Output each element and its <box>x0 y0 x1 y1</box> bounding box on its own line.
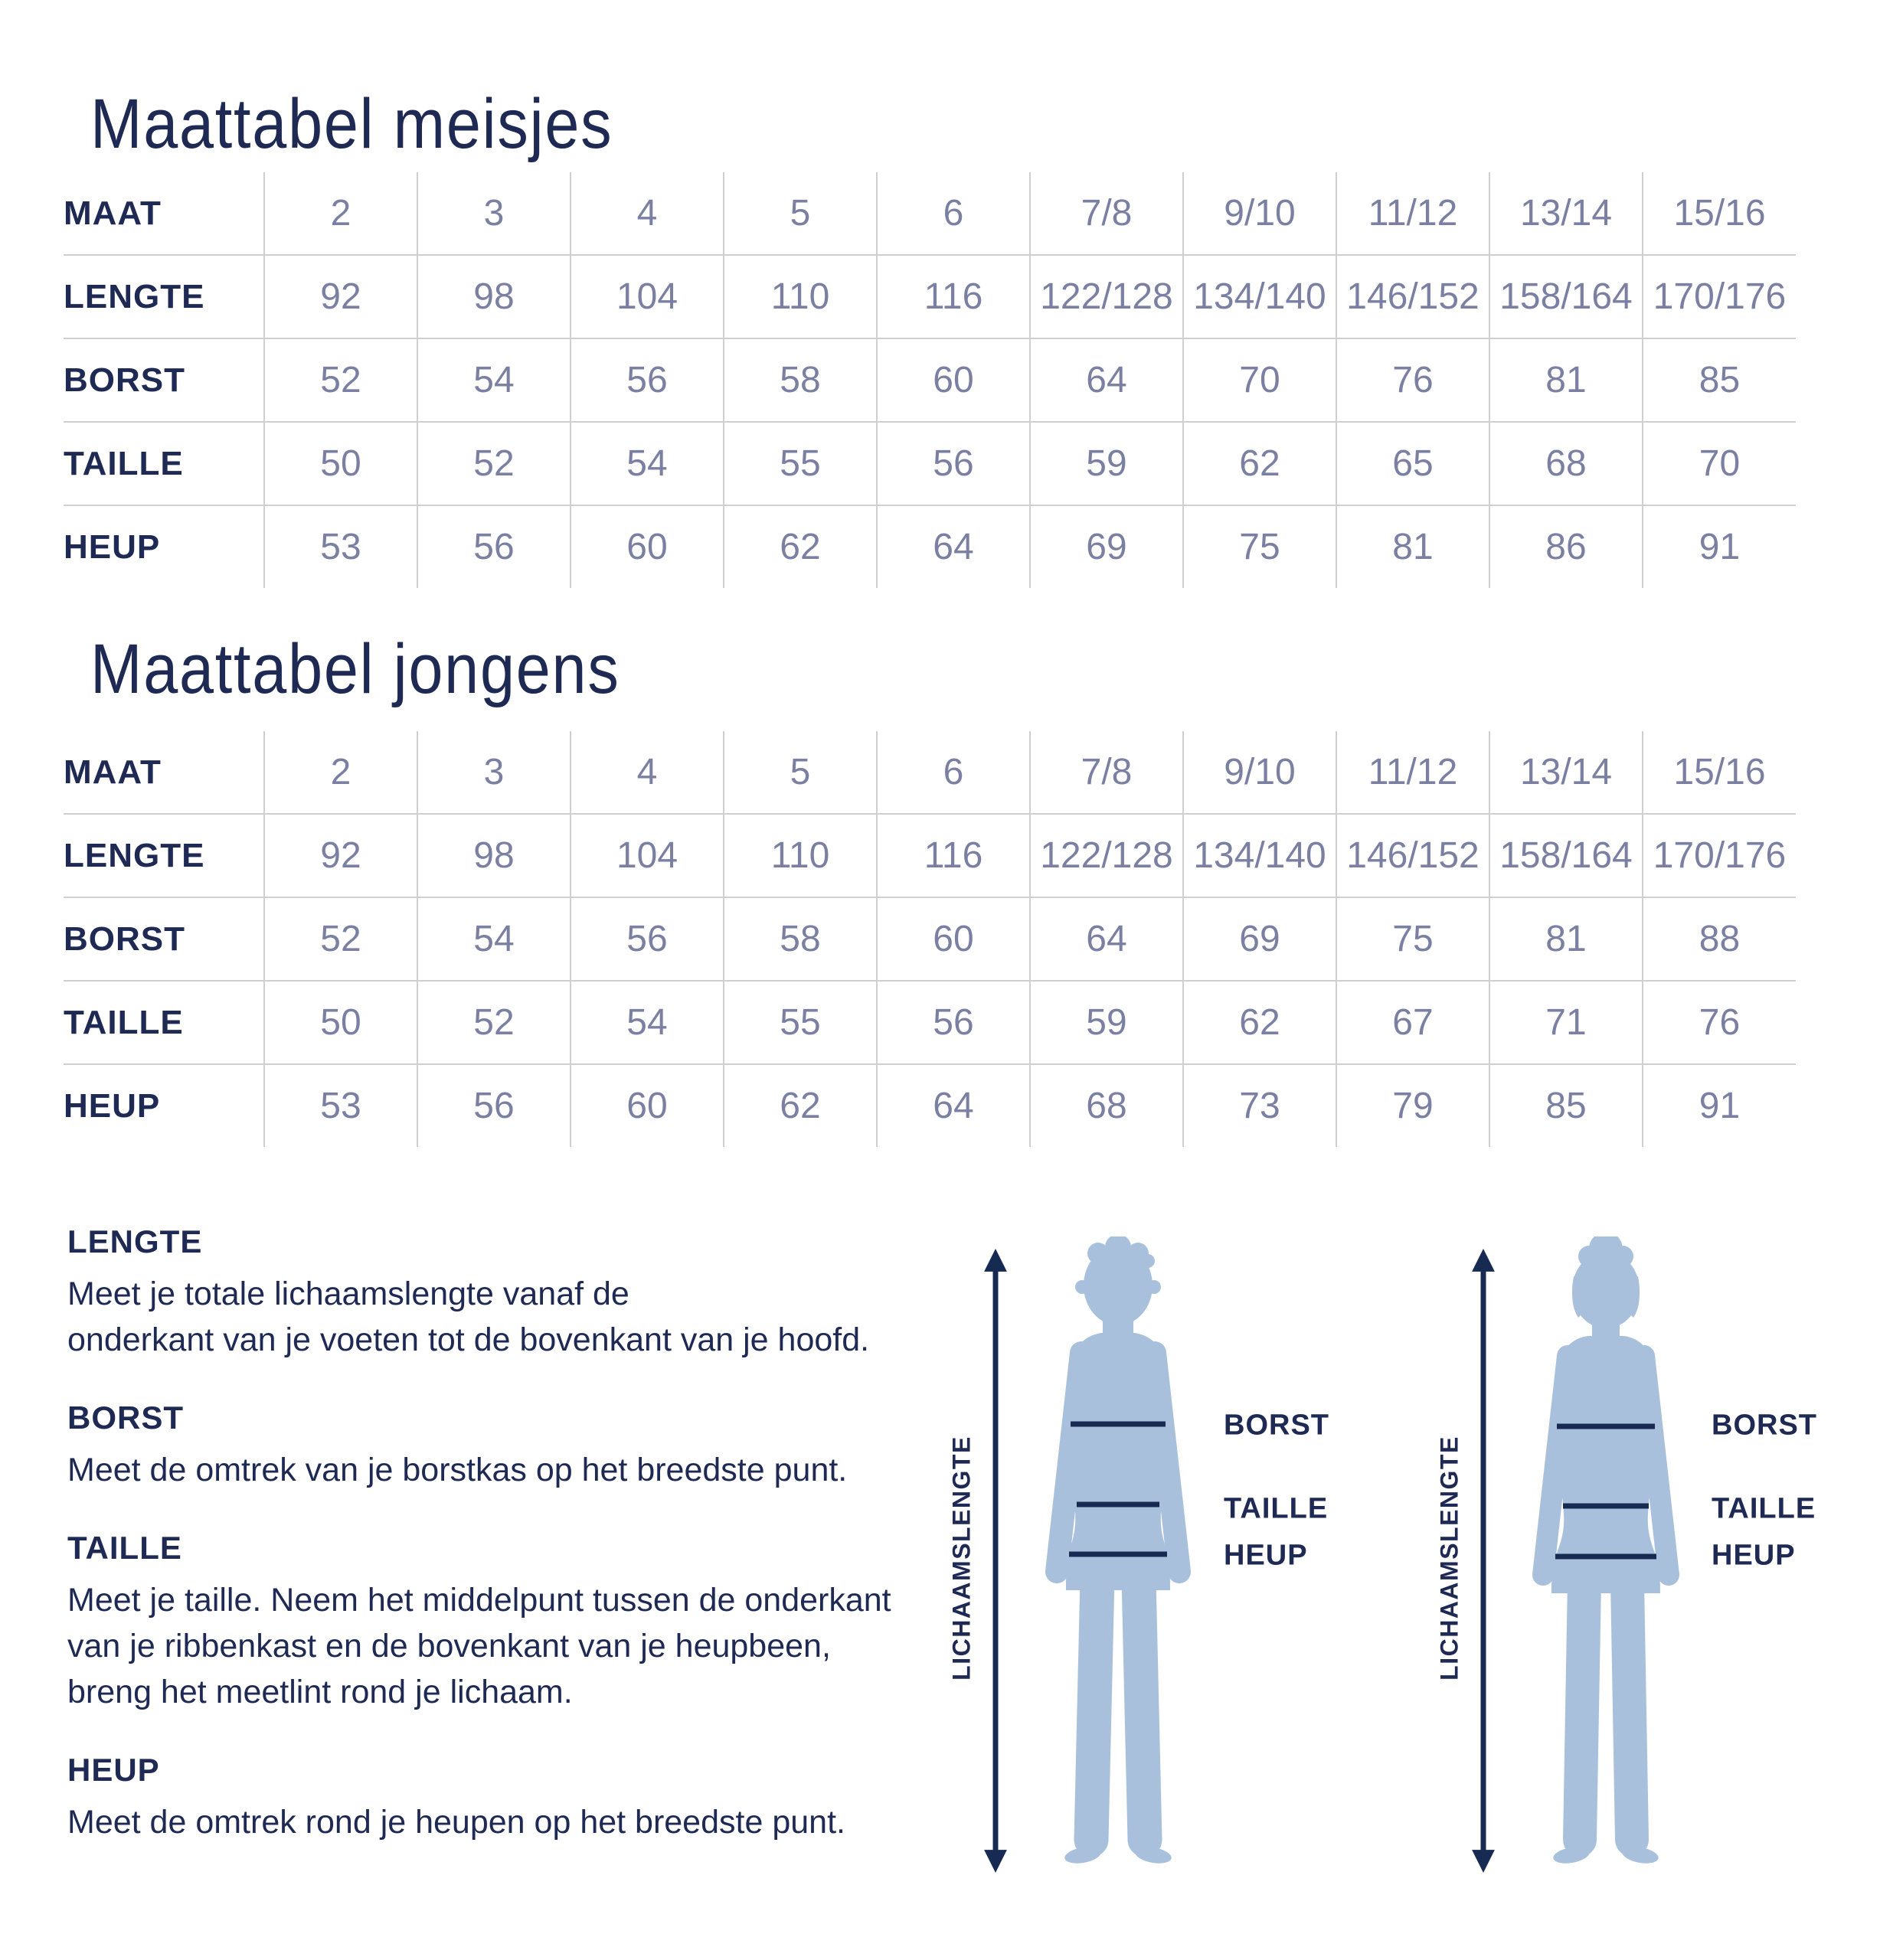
row-label: MAAT <box>64 753 162 791</box>
cell-value: 70 <box>1183 338 1336 422</box>
cell-value: 6 <box>877 731 1030 814</box>
cell-value: 122/128 <box>1030 255 1183 338</box>
cell-value: 11/12 <box>1336 731 1489 814</box>
definition-text-line: Meet je totale lichaamslengte vanaf de <box>67 1276 629 1312</box>
cell-value: 59 <box>1030 422 1183 505</box>
cell-value: 54 <box>571 981 724 1064</box>
cell-value: 56 <box>877 422 1030 505</box>
cell-value: 2 <box>264 731 417 814</box>
taille-label: TAILLE <box>1712 1492 1816 1525</box>
cell-value: 9/10 <box>1183 731 1336 814</box>
cell-value: 104 <box>571 255 724 338</box>
cell-value: 7/8 <box>1030 172 1183 255</box>
cell-value: 56 <box>571 338 724 422</box>
definition-text-line: breng het meetlint rond je lichaam. <box>67 1674 573 1710</box>
cell-value: 53 <box>264 505 417 588</box>
cell-value: 56 <box>571 897 724 981</box>
double-arrow-icon <box>1468 1249 1499 1873</box>
row-label: TAILLE <box>64 422 264 505</box>
cell-value: 170/176 <box>1643 814 1796 897</box>
definition-heup <box>67 1752 963 1845</box>
cell-value: 65 <box>1336 422 1489 505</box>
measurement-definitions <box>67 1223 963 1882</box>
row-label: HEUP <box>64 505 264 588</box>
cell-value: 62 <box>724 505 877 588</box>
cell-value: 116 <box>877 814 1030 897</box>
cell-value: 75 <box>1336 897 1489 981</box>
heup-label: HEUP <box>1224 1539 1308 1572</box>
girl-figure-group <box>1430 1210 1880 1960</box>
cell-value: 60 <box>877 338 1030 422</box>
definition-term: TAILLE <box>67 1530 182 1566</box>
table-row-taille <box>64 981 1796 1064</box>
row-label: TAILLE <box>64 981 264 1064</box>
cell-value: 60 <box>877 897 1030 981</box>
boys-size-table <box>64 731 1796 1147</box>
cell-value: 50 <box>264 981 417 1064</box>
cell-value: 73 <box>1183 1064 1336 1147</box>
definition-term: BORST <box>67 1400 184 1436</box>
cell-value: 58 <box>724 897 877 981</box>
girl-silhouette <box>1509 1236 1702 1872</box>
cell-value: 134/140 <box>1183 814 1336 897</box>
cell-value: 58 <box>724 338 877 422</box>
definition-term: HEUP <box>67 1752 160 1788</box>
cell-value: 170/176 <box>1643 255 1796 338</box>
boy-silhouette <box>1022 1236 1215 1872</box>
row-label: LENGTE <box>64 814 264 897</box>
cell-value: 86 <box>1489 505 1643 588</box>
cell-value: 7/8 <box>1030 731 1183 814</box>
row-label: BORST <box>64 897 264 981</box>
cell-value: 81 <box>1336 505 1489 588</box>
cell-value: 50 <box>264 422 417 505</box>
cell-value: 158/164 <box>1489 255 1643 338</box>
body-length-arrow <box>1468 1249 1499 1873</box>
row-label: HEUP <box>64 1064 264 1147</box>
cell-value: 52 <box>417 422 571 505</box>
cell-value: 54 <box>417 897 571 981</box>
cell-value: 146/152 <box>1336 255 1489 338</box>
cell-value: 11/12 <box>1336 172 1489 255</box>
cell-value: 13/14 <box>1489 731 1643 814</box>
cell-value: 76 <box>1643 981 1796 1064</box>
cell-value: 69 <box>1030 505 1183 588</box>
cell-value: 56 <box>417 505 571 588</box>
cell-value: 15/16 <box>1643 731 1796 814</box>
row-label: LENGTE <box>64 255 264 338</box>
definition-term: LENGTE <box>67 1223 203 1259</box>
girls-table-title: Maattabel meisjes <box>90 85 613 163</box>
cell-value: 3 <box>417 172 571 255</box>
cell-value: 2 <box>264 172 417 255</box>
body-length-arrow <box>980 1249 1011 1873</box>
measurement-figures <box>942 1210 1880 1960</box>
cell-value: 5 <box>724 731 877 814</box>
cell-value: 64 <box>1030 897 1183 981</box>
cell-value: 62 <box>1183 422 1336 505</box>
cell-value: 60 <box>571 505 724 588</box>
cell-value: 92 <box>264 814 417 897</box>
cell-value: 81 <box>1489 897 1643 981</box>
cell-value: 146/152 <box>1336 814 1489 897</box>
cell-value: 68 <box>1030 1064 1183 1147</box>
definition-text-line: onderkant van je voeten tot de bovenkant van je hoofd. <box>67 1321 870 1358</box>
row-label: MAAT <box>64 194 162 232</box>
table-row-lengte <box>64 814 1796 897</box>
cell-value: 98 <box>417 255 571 338</box>
table-row-taille <box>64 422 1796 505</box>
definition-taille <box>67 1530 963 1715</box>
cell-value: 67 <box>1336 981 1489 1064</box>
cell-value: 55 <box>724 422 877 505</box>
cell-value: 55 <box>724 981 877 1064</box>
cell-value: 91 <box>1643 505 1796 588</box>
cell-value: 85 <box>1643 338 1796 422</box>
boy-figure-group <box>942 1210 1411 1960</box>
cell-value: 59 <box>1030 981 1183 1064</box>
cell-value: 52 <box>264 897 417 981</box>
cell-value: 81 <box>1489 338 1643 422</box>
cell-value: 75 <box>1183 505 1336 588</box>
cell-value: 104 <box>571 814 724 897</box>
cell-value: 5 <box>724 172 877 255</box>
cell-value: 4 <box>571 731 724 814</box>
cell-value: 4 <box>571 172 724 255</box>
girls-size-table <box>64 172 1796 588</box>
cell-value: 3 <box>417 731 571 814</box>
cell-value: 64 <box>877 1064 1030 1147</box>
cell-value: 60 <box>571 1064 724 1147</box>
cell-value: 68 <box>1489 422 1643 505</box>
girl-measure-labels <box>1712 1210 1880 1960</box>
cell-value: 92 <box>264 255 417 338</box>
cell-value: 62 <box>1183 981 1336 1064</box>
definition-lengte <box>67 1223 963 1363</box>
definition-text-line: Meet de omtrek van je borstkas op het breedste punt. <box>67 1452 848 1488</box>
cell-value: 56 <box>877 981 1030 1064</box>
table-row-borst <box>64 338 1796 422</box>
cell-value: 52 <box>264 338 417 422</box>
cell-value: 116 <box>877 255 1030 338</box>
cell-value: 56 <box>417 1064 571 1147</box>
heup-label: HEUP <box>1712 1539 1796 1572</box>
cell-value: 9/10 <box>1183 172 1336 255</box>
cell-value: 91 <box>1643 1064 1796 1147</box>
table-row-borst <box>64 897 1796 981</box>
definition-text-line: Meet je taille. Neem het middelpunt tussen de onderkant <box>67 1582 891 1619</box>
cell-value: 71 <box>1489 981 1643 1064</box>
boy-body-icon <box>1022 1236 1215 1872</box>
girl-body-icon <box>1509 1236 1702 1872</box>
cell-value: 122/128 <box>1030 814 1183 897</box>
double-arrow-icon <box>980 1249 1011 1873</box>
table-row-heup <box>64 1064 1796 1147</box>
cell-value: 54 <box>417 338 571 422</box>
cell-value: 70 <box>1643 422 1796 505</box>
borst-label: BORST <box>1224 1409 1329 1442</box>
cell-value: 13/14 <box>1489 172 1643 255</box>
cell-value: 158/164 <box>1489 814 1643 897</box>
cell-value: 110 <box>724 814 877 897</box>
definition-borst <box>67 1400 963 1493</box>
body-length-label: LICHAAMSLENGTE <box>1435 1436 1463 1681</box>
cell-value: 15/16 <box>1643 172 1796 255</box>
definition-text-line: Meet de omtrek rond je heupen op het breedste punt. <box>67 1804 845 1841</box>
cell-value: 54 <box>571 422 724 505</box>
cell-value: 64 <box>877 505 1030 588</box>
definition-text-line: van je ribbenkast en de bovenkant van je heupbeen, <box>67 1628 831 1664</box>
cell-value: 85 <box>1489 1064 1643 1147</box>
cell-value: 52 <box>417 981 571 1064</box>
cell-value: 98 <box>417 814 571 897</box>
cell-value: 64 <box>1030 338 1183 422</box>
cell-value: 53 <box>264 1064 417 1147</box>
body-length-label: LICHAAMSLENGTE <box>947 1436 976 1681</box>
cell-value: 79 <box>1336 1064 1489 1147</box>
borst-label: BORST <box>1712 1409 1817 1442</box>
boys-table-title: Maattabel jongens <box>90 630 620 708</box>
table-row-heup <box>64 505 1796 588</box>
cell-value: 110 <box>724 255 877 338</box>
cell-value: 69 <box>1183 897 1336 981</box>
taille-label: TAILLE <box>1224 1492 1329 1525</box>
cell-value: 6 <box>877 172 1030 255</box>
cell-value: 76 <box>1336 338 1489 422</box>
boy-measure-labels <box>1224 1210 1408 1960</box>
table-row-maat <box>64 172 1796 255</box>
cell-value: 62 <box>724 1064 877 1147</box>
row-label: BORST <box>64 338 264 422</box>
table-row-maat <box>64 731 1796 814</box>
cell-value: 88 <box>1643 897 1796 981</box>
table-row-lengte <box>64 255 1796 338</box>
cell-value: 134/140 <box>1183 255 1336 338</box>
